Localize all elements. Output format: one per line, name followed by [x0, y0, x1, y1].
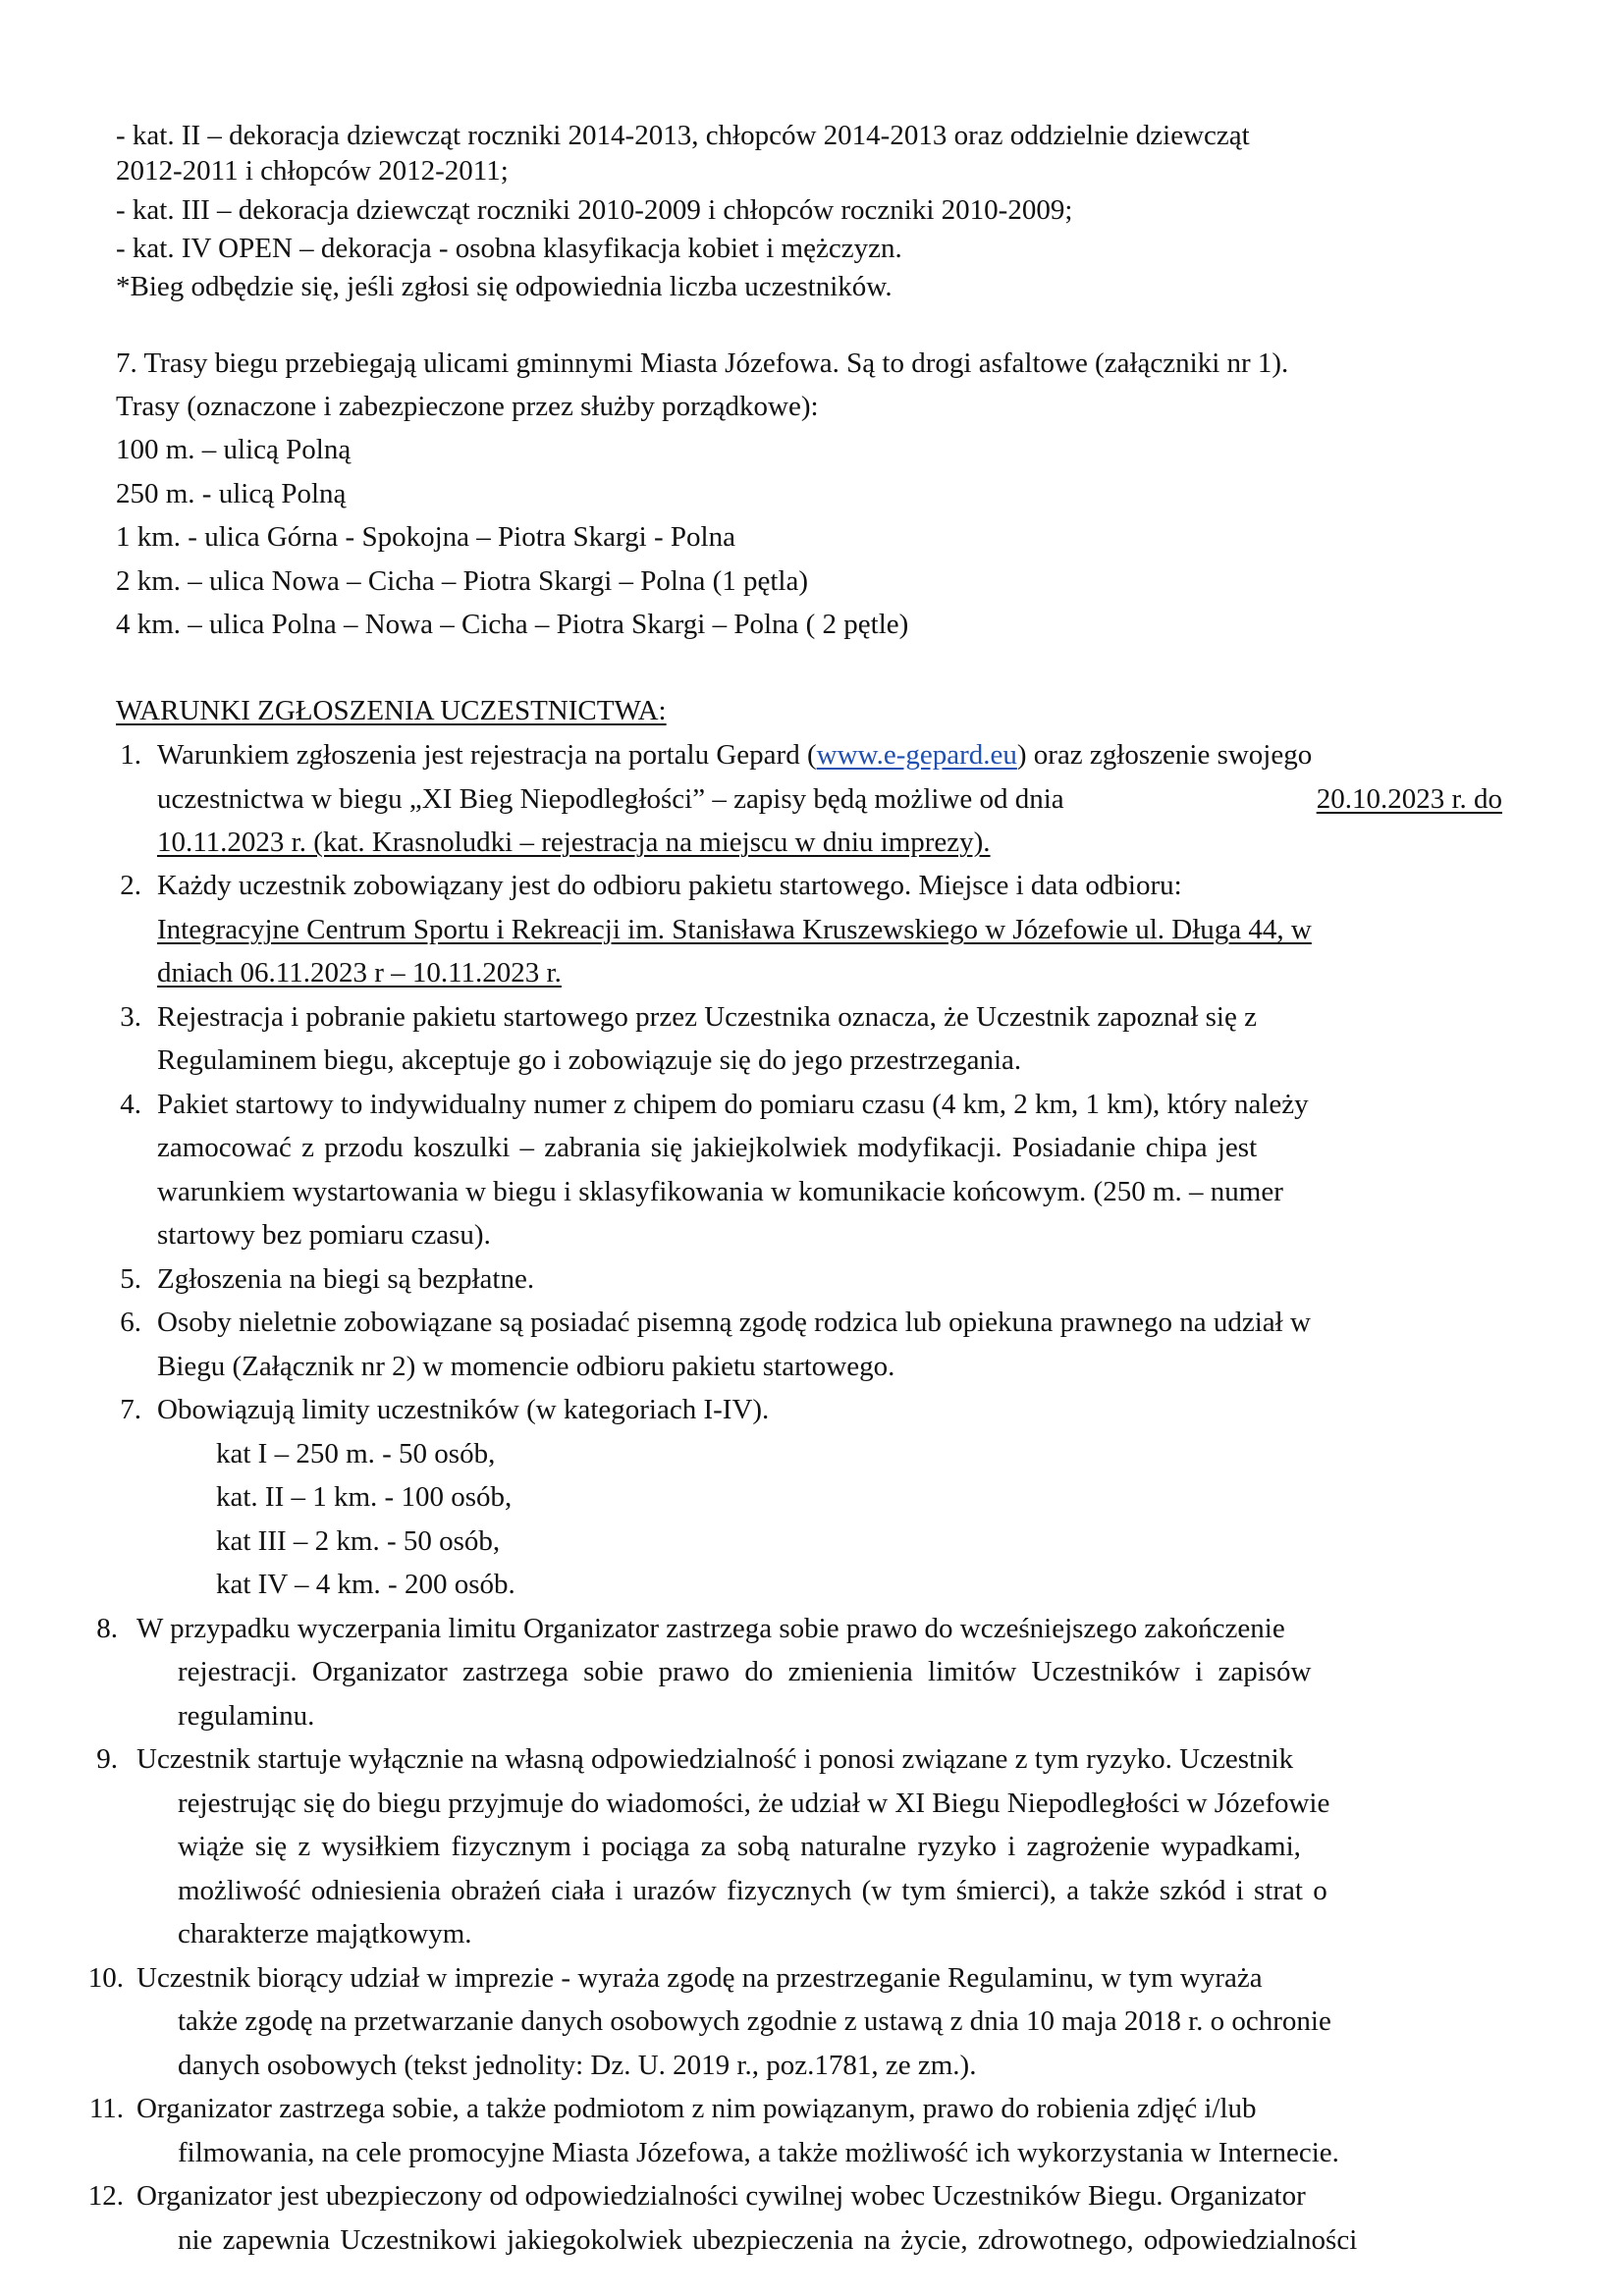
list-number: 9.: [96, 1743, 118, 1775]
route-item: 1 km. - ulica Górna - Spokojna – Piotra Skargi - Polna: [116, 521, 735, 553]
condition-text: Pakiet startowy to indywidualny numer z chipem do pomiaru czasu (4 km, 2 km, 1 km), który należy: [157, 1089, 1309, 1120]
condition-text: filmowania, na cele promocyjne Miasta Józefowa, a także możliwość ich wykorzystania w Internecie.: [178, 2137, 1339, 2168]
category-line: - kat. IV OPEN – dekoracja - osobna klasyfikacja kobiet i mężczyzn.: [116, 233, 902, 264]
condition-text: możliwość odniesienia obrażeń ciała i urazów fizycznych (w tym śmierci), a także szkód i strat o: [178, 1875, 1327, 1906]
limit-item: kat I – 250 m. - 50 osób,: [216, 1438, 496, 1469]
condition-text: także zgodę na przetwarzanie danych osobowych zgodnie z ustawą z dnia 10 maja 2018 r. o ochronie: [178, 2005, 1331, 2037]
condition-text: Organizator jest ubezpieczony od odpowiedzialności cywilnej wobec Uczestników Biegu. Organizator: [136, 2180, 1306, 2212]
condition-text: Biegu (Załącznik nr 2) w momencie odbioru pakietu startowego.: [157, 1351, 895, 1382]
condition-text: Rejestracja i pobranie pakietu startowego przez Uczestnika oznacza, że Uczestnik zapoznał się z: [157, 1001, 1257, 1033]
condition-text: Warunkiem zgłoszenia jest rejestracja na portalu Gepard (www.e-gepard.eu) oraz zgłoszenie swojego: [157, 739, 1313, 771]
condition-text: charakterze majątkowym.: [178, 1918, 472, 1949]
list-number: 12.: [87, 2180, 124, 2212]
condition-text: Organizator zastrzega sobie, a także podmiotom z nim powiązanym, prawo do robienia zdjęć i/lub: [136, 2093, 1257, 2124]
list-number: 11.: [88, 2093, 124, 2124]
condition-text: Regulaminem biegu, akceptuje go i zobowiązuje się do jego przestrzegania.: [157, 1044, 1022, 1076]
race-note: *Bieg odbędzie się, jeśli zgłosi się odpowiednia liczba uczestników.: [116, 271, 893, 302]
pickup-location: Integracyjne Centrum Sportu i Rekreacji im. Stanisława Kruszewskiego w Józefowie ul. Długa 44, w: [157, 914, 1312, 945]
list-number: 5.: [120, 1263, 141, 1295]
condition-text: zamocować z przodu koszulki – zabrania się jakiejkolwiek modyfikacji. Posiadanie chipa jest: [157, 1132, 1258, 1163]
condition-text: warunkiem wystartowania w biegu i sklasyfikowania w komunikacie końcowym. (250 m. – numer: [157, 1176, 1283, 1207]
condition-text: Uczestnik biorący udział w imprezie - wyraża zgodę na przestrzeganie Regulaminu, w tym wyraża: [136, 1962, 1263, 1994]
registration-dates: 20.10.2023 r. do: [1316, 783, 1502, 815]
list-number: 2.: [120, 870, 141, 901]
category-line: 2012-2011 i chłopców 2012-2011;: [116, 155, 509, 187]
condition-text: rejestracji. Organizator zastrzega sobie prawo do zmienienia limitów Uczestników i zapisów: [178, 1656, 1312, 1687]
condition-text: rejestrując się do biegu przyjmuje do wiadomości, że udział w XI Biegu Niepodległości w Józefowie: [178, 1788, 1330, 1819]
condition-text: Każdy uczestnik zobowiązany jest do odbioru pakietu startowego. Miejsce i data odbioru:: [157, 870, 1182, 901]
condition-text: 10.11.2023 r. (kat. Krasnoludki – rejestracja na miejscu w dniu imprezy).: [157, 827, 991, 858]
route-item: 250 m. - ulicą Polną: [116, 478, 347, 509]
condition-text: Zgłoszenia na biegi są bezpłatne.: [157, 1263, 535, 1295]
condition-text: W przypadku wyczerpania limitu Organizator zastrzega sobie prawo do wcześniejszego zakończenie: [136, 1613, 1285, 1644]
condition-text: danych osobowych (tekst jednolity: Dz. U. 2019 r., poz.1781, ze zm.).: [178, 2050, 977, 2081]
list-number: 8.: [96, 1613, 118, 1644]
list-number: 3.: [120, 1001, 141, 1033]
limit-item: kat III – 2 km. - 50 osób,: [216, 1525, 501, 1557]
condition-text: Uczestnik startuje wyłącznie na własną odpowiedzialność i ponosi związane z tym ryzyko. Uczestnik: [136, 1743, 1294, 1775]
pickup-dates: dniach 06.11.2023 r – 10.11.2023 r.: [157, 957, 562, 988]
routes-subtitle: Trasy (oznaczone i zabezpieczone przez służby porządkowe):: [116, 391, 819, 422]
routes-intro: 7. Trasy biegu przebiegają ulicami gminnymi Miasta Józefowa. Są to drogi asfaltowe (załączniki nr 1).: [116, 347, 1289, 379]
list-number: 10.: [87, 1962, 124, 1994]
route-item: 100 m. – ulicą Polną: [116, 434, 352, 465]
condition-text: uczestnictwa w biegu „XI Bieg Niepodległości” – zapisy będą możliwe od dnia 20.10.2023 r. do: [157, 783, 1502, 815]
category-line: - kat. II – dekoracja dziewcząt roczniki 2014-2013, chłopców 2014-2013 oraz oddzielnie dziewcząt: [116, 120, 1250, 151]
gepard-link[interactable]: www.e-gepard.eu: [816, 739, 1017, 771]
condition-text: wiąże się z wysiłkiem fizycznym i pociąga za sobą naturalne ryzyko i zagrożenie wypadkami,: [178, 1831, 1301, 1862]
list-number: 6.: [120, 1307, 141, 1338]
condition-text: regulaminu.: [178, 1700, 315, 1732]
limit-item: kat. II – 1 km. - 100 osób,: [216, 1481, 513, 1513]
condition-text: Obowiązują limity uczestników (w kategoriach I-IV).: [157, 1394, 770, 1425]
condition-text: nie zapewnia Uczestnikowi jakiegokolwiek ubezpieczenia na życie, zdrowotnego, odpowiedzialności: [178, 2224, 1358, 2256]
category-line: - kat. III – dekoracja dziewcząt roczniki 2010-2009 i chłopców roczniki 2010-2009;: [116, 194, 1073, 226]
limit-item: kat IV – 4 km. - 200 osób.: [216, 1569, 515, 1600]
list-number: 7.: [120, 1394, 141, 1425]
list-number: 1.: [120, 739, 141, 771]
condition-text: startowy bez pomiaru czasu).: [157, 1219, 491, 1251]
route-item: 2 km. – ulica Nowa – Cicha – Piotra Skargi – Polna (1 pętla): [116, 565, 809, 597]
list-number: 4.: [120, 1089, 141, 1120]
route-item: 4 km. – ulica Polna – Nowa – Cicha – Piotra Skargi – Polna ( 2 pętle): [116, 609, 909, 640]
section-heading: WARUNKI ZGŁOSZENIA UCZESTNICTWA:: [116, 695, 667, 726]
condition-text: Osoby nieletnie zobowiązane są posiadać pisemną zgodę rodzica lub opiekuna prawnego na udział w: [157, 1307, 1311, 1338]
